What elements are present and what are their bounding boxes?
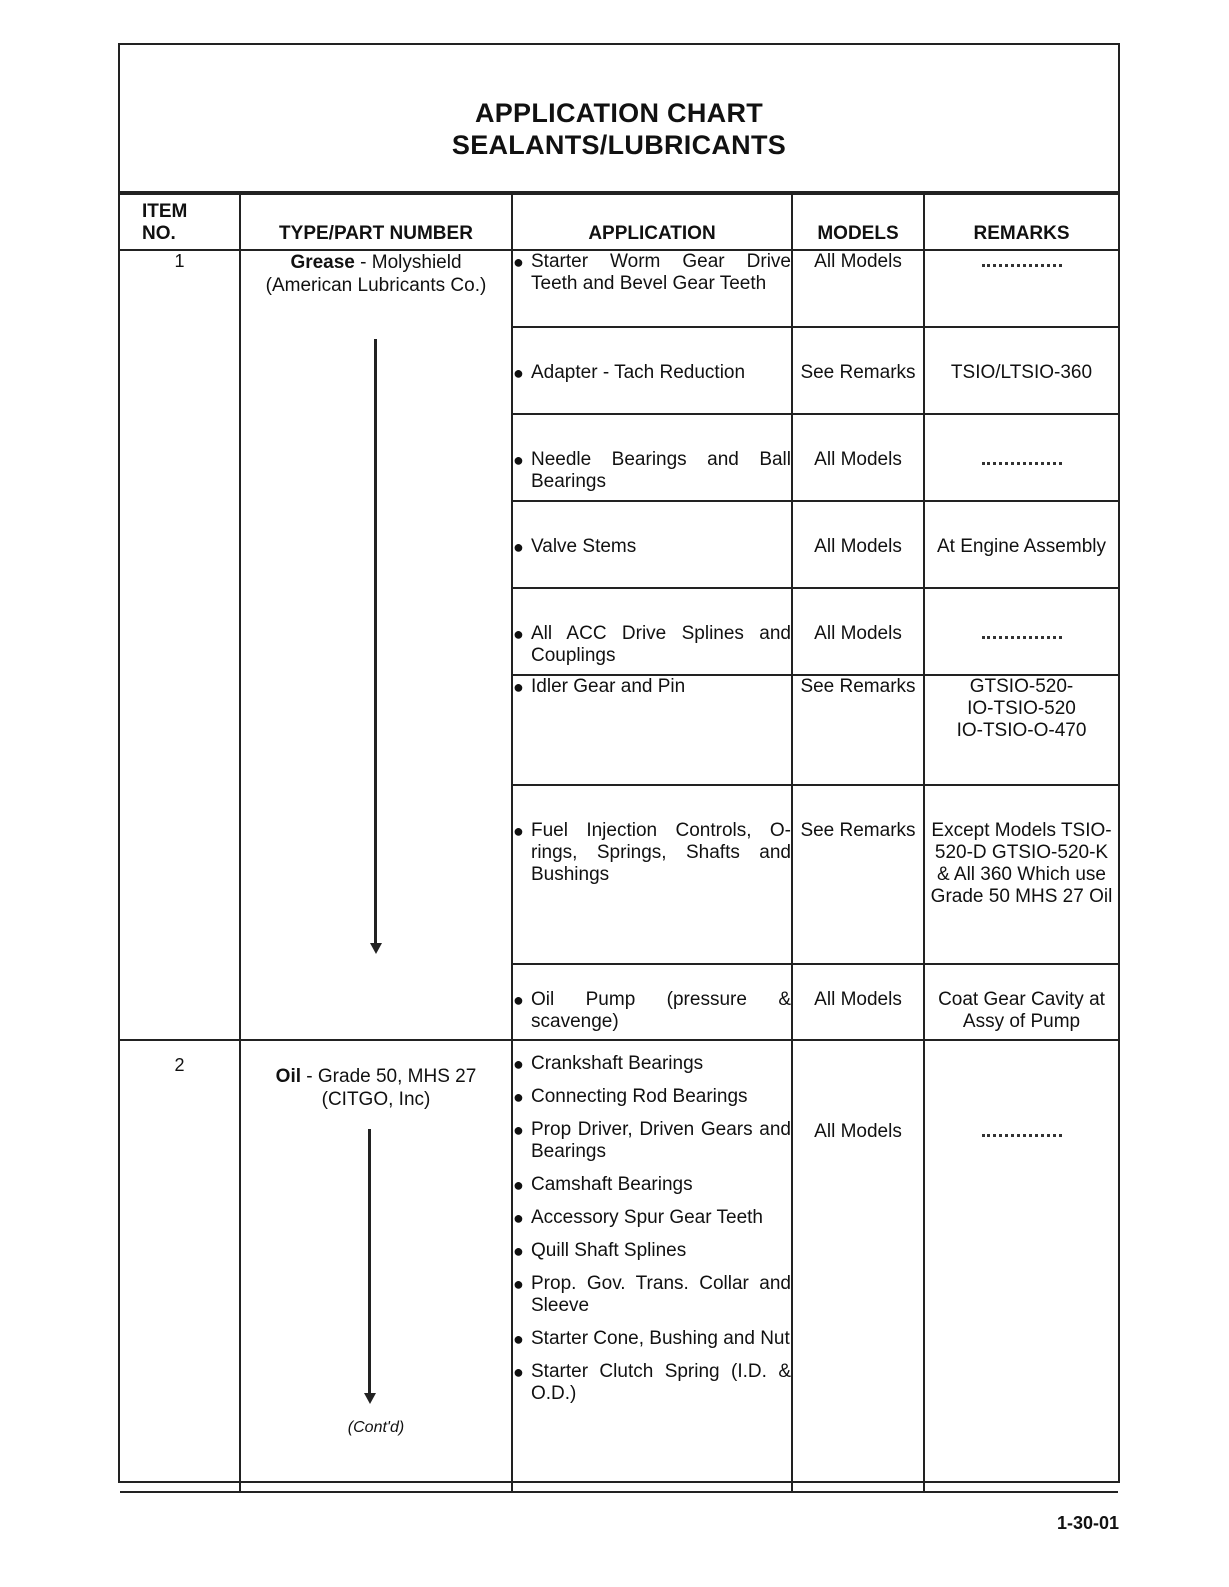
arrow-down-icon — [370, 943, 382, 954]
continuation-arrow-line — [374, 339, 377, 945]
chart-title: APPLICATION CHART — [474, 98, 764, 128]
models-cell: All Models — [792, 588, 924, 675]
dash-placeholder — [982, 462, 1062, 465]
header-item-no: ITEM NO. — [120, 194, 240, 250]
models-cell: All Models — [792, 250, 924, 327]
application-chart — [118, 43, 1120, 1483]
remarks-cell — [924, 588, 1118, 675]
remarks-cell: At Engine Assembly — [924, 501, 1118, 588]
remarks-cell — [924, 414, 1118, 501]
dash-placeholder — [982, 636, 1062, 639]
header-application: APPLICATION — [512, 194, 792, 250]
models-cell: See Remarks — [792, 785, 924, 964]
list-item: ● Quill Shaft Splines — [513, 1240, 687, 1261]
application-cell: ● Idler Gear and Pin — [512, 675, 792, 785]
models-cell: All Models — [792, 501, 924, 588]
table-row — [120, 1040, 1118, 1492]
type-part-number: Grease - Molyshield (American Lubricants Co.) — [240, 250, 512, 1040]
header-models: MODELS — [792, 194, 924, 250]
remarks-cell — [924, 250, 1118, 327]
remarks-cell: TSIO/LTSIO-360 — [924, 327, 1118, 414]
item-number: 1 — [120, 250, 240, 1040]
application-cell: ● Valve Stems — [512, 501, 792, 588]
list-item: ● Starter Cone, Bushing and Nut — [513, 1328, 790, 1349]
models-cell: See Remarks — [792, 675, 924, 785]
application-cell: ● Adapter - Tach Reduction — [512, 327, 792, 414]
continuation-arrow-line — [368, 1129, 371, 1395]
list-item: ● Camshaft Bearings — [513, 1174, 693, 1195]
application-cell: ● Starter Worm Gear Drive Teeth and Bevel Gear Teeth — [512, 250, 792, 327]
type-part-number: Oil - Grade 50, MHS 27 (CITGO, Inc) (Cont'd) — [240, 1040, 512, 1492]
chart-title-box — [120, 45, 1118, 193]
header-remarks: REMARKS — [924, 194, 1118, 250]
list-item: ● Connecting Rod Bearings — [513, 1086, 748, 1107]
remarks-cell: GTSIO-520- IO-TSIO-520 IO-TSIO-O-470 — [924, 675, 1118, 785]
chart-subtitle: SEALANTS/LUBRICANTS — [451, 130, 787, 160]
application-cell: ● Fuel Injection Controls, O-rings, Springs, Shafts and Bushings — [512, 785, 792, 964]
continued-note: (Cont'd) — [347, 1419, 405, 1436]
models-cell: All Models — [792, 1040, 924, 1492]
models-cell: All Models — [792, 414, 924, 501]
application-cell: ● Needle Bearings and Ball Bearings — [512, 414, 792, 501]
dash-placeholder — [982, 264, 1062, 267]
dash-placeholder — [982, 1134, 1062, 1137]
header-row — [120, 194, 1118, 250]
application-table — [120, 193, 1118, 1493]
models-cell: See Remarks — [792, 327, 924, 414]
remarks-cell — [924, 1040, 1118, 1492]
application-cell: ● Oil Pump (pressure & scavenge) — [512, 964, 792, 1040]
arrow-down-icon — [364, 1393, 376, 1404]
header-type: TYPE/PART NUMBER — [240, 194, 512, 250]
application-list — [512, 1040, 792, 1492]
list-item: ● Accessory Spur Gear Teeth — [513, 1207, 763, 1228]
list-item: ● Prop Driver, Driven Gears and Bearings — [513, 1119, 791, 1162]
remarks-cell: Except Models TSIO-520-D GTSIO-520-K & All 360 Which use Grade 50 MHS 27 Oil — [924, 785, 1118, 964]
table-row — [120, 250, 1118, 327]
remarks-cell: Coat Gear Cavity at Assy of Pump — [924, 964, 1118, 1040]
item-number: 2 — [120, 1040, 240, 1492]
application-cell: ● All ACC Drive Splines and Couplings — [512, 588, 792, 675]
list-item: ● Crankshaft Bearings — [513, 1053, 704, 1074]
list-item: ● Prop. Gov. Trans. Collar and Sleeve — [513, 1273, 791, 1316]
page-number: 1-30-01 — [1056, 1513, 1119, 1533]
list-item: ● Starter Clutch Spring (I.D. & O.D.) — [513, 1361, 791, 1404]
models-cell: All Models — [792, 964, 924, 1040]
